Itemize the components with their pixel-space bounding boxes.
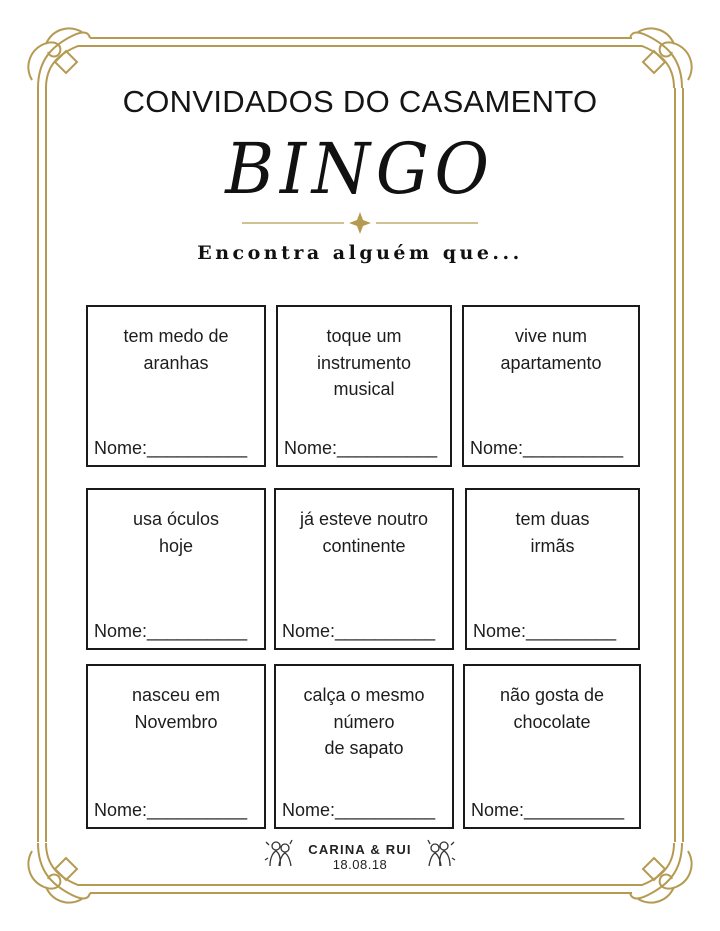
couple-names: CARINA & RUI [308, 842, 412, 857]
corner-ornament-icon [28, 28, 90, 88]
name-field[interactable]: Nome:__________ [94, 621, 248, 641]
bingo-cell [86, 664, 266, 829]
bingo-cell [86, 305, 266, 467]
cell-prompt: usa óculos hoje [132, 509, 220, 556]
footer-couple [300, 842, 420, 872]
corner-ornament-icon [28, 843, 90, 903]
name-field[interactable]: Nome:__________ [284, 438, 438, 458]
couple-illustration-icon [262, 836, 298, 872]
name-field[interactable]: Nome:_________ [473, 621, 617, 641]
name-field[interactable]: Nome:__________ [282, 621, 436, 641]
name-field[interactable]: Nome:__________ [470, 438, 624, 458]
corner-ornament-icon [630, 28, 692, 88]
subtitle: Encontra alguém que... [197, 242, 523, 264]
sparkle-divider-icon [240, 212, 480, 236]
corner-ornament-icon [630, 843, 692, 903]
name-field[interactable]: Nome:__________ [94, 800, 248, 820]
cell-prompt: tem duas irmãs [515, 509, 590, 556]
cell-prompt: calça o mesmo número de sapato [303, 685, 425, 758]
name-field[interactable]: Nome:__________ [471, 800, 625, 820]
cell-prompt: tem medo de aranhas [123, 326, 229, 373]
bingo-heading: BINGO [225, 128, 495, 210]
couple-illustration-icon [422, 836, 458, 872]
cell-prompt: vive num apartamento [500, 326, 602, 373]
bingo-cell [86, 488, 266, 650]
name-field[interactable]: Nome:__________ [282, 800, 436, 820]
bingo-cell [465, 488, 640, 650]
bingo-cell [274, 488, 454, 650]
bingo-cell [463, 664, 641, 829]
cell-prompt: não gosta de chocolate [499, 685, 605, 732]
cell-prompt: toque um instrumento musical [316, 326, 412, 399]
bingo-cell [276, 305, 452, 467]
bingo-cell [462, 305, 640, 467]
cell-prompt: nasceu em Novembro [131, 685, 221, 732]
name-field[interactable]: Nome:__________ [94, 438, 248, 458]
cell-prompt: já esteve noutro continente [299, 509, 429, 556]
bingo-cell [274, 664, 454, 829]
wedding-date: 18.08.18 [332, 857, 388, 872]
page-title: CONVIDADOS DO CASAMENTO [122, 84, 598, 119]
